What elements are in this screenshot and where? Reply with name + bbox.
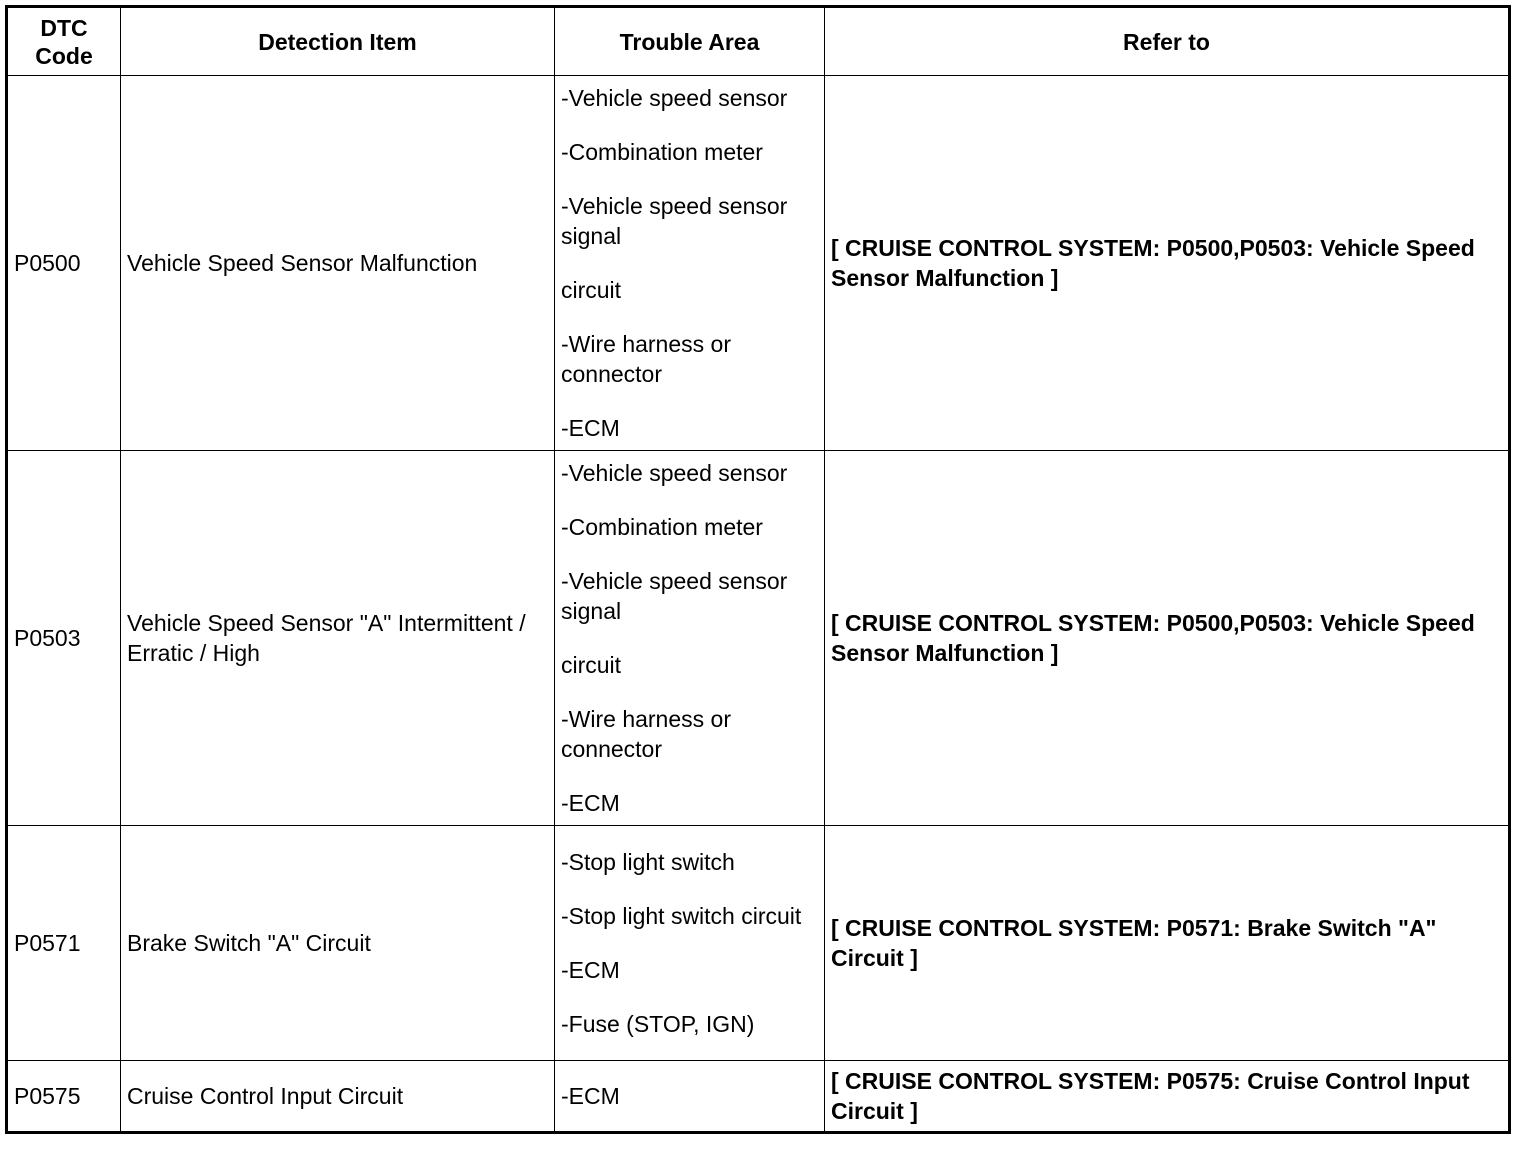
header-detection-item: Detection Item <box>121 7 555 76</box>
trouble-area-line: -Stop light switch <box>561 849 735 875</box>
dtc-code-cell: P0571 <box>7 826 121 1061</box>
dtc-code-cell: P0503 <box>7 451 121 826</box>
refer-to-link[interactable]: [ CRUISE CONTROL SYSTEM: P0571: Brake Switch "A" Circuit ] <box>825 826 1510 1061</box>
dtc-code-cell: P0575 <box>7 1061 121 1133</box>
trouble-area-line: -Vehicle speed sensor <box>561 460 788 486</box>
table-row <box>7 1061 1510 1133</box>
detection-item-cell: Brake Switch "A" Circuit <box>121 826 555 1061</box>
header-dtc-code-line-1: DTC <box>40 14 88 41</box>
trouble-area-cell <box>555 1061 825 1133</box>
trouble-area-line: -Vehicle speed sensor signal <box>561 568 788 624</box>
refer-to-link[interactable]: [ CRUISE CONTROL SYSTEM: P0575: Cruise Control Input Circuit ] <box>825 1061 1510 1133</box>
trouble-area-line: -ECM <box>561 790 620 816</box>
trouble-area-line: -Stop light switch circuit <box>561 903 802 929</box>
trouble-area-line: circuit <box>561 652 622 678</box>
header-dtc-code <box>7 7 121 76</box>
trouble-area-cell <box>555 826 825 1061</box>
header-refer-to: Refer to <box>825 7 1510 76</box>
header-row <box>7 7 1510 76</box>
detection-item-cell: Vehicle Speed Sensor Malfunction <box>121 76 555 451</box>
trouble-area-line: -Combination meter <box>561 514 763 540</box>
detection-item-cell: Vehicle Speed Sensor "A" Intermittent / Erratic / High <box>121 451 555 826</box>
trouble-area-line: -Wire harness or connector <box>561 706 731 762</box>
trouble-area-line: -Fuse (STOP, IGN) <box>561 1011 755 1037</box>
dtc-table <box>5 5 1511 1134</box>
table-row <box>7 826 1510 1061</box>
header-trouble-area: Trouble Area <box>555 7 825 76</box>
header-dtc-code-line-2: Code <box>35 42 93 69</box>
detection-item-cell: Cruise Control Input Circuit <box>121 1061 555 1133</box>
dtc-code-cell: P0500 <box>7 76 121 451</box>
trouble-area-line: -Wire harness or connector <box>561 331 731 387</box>
trouble-area-line: -Combination meter <box>561 139 763 165</box>
table-row <box>7 451 1510 826</box>
trouble-area-line: -ECM <box>561 415 620 441</box>
refer-to-link[interactable]: [ CRUISE CONTROL SYSTEM: P0500,P0503: Vehicle Speed Sensor Malfunction ] <box>825 451 1510 826</box>
refer-to-link[interactable]: [ CRUISE CONTROL SYSTEM: P0500,P0503: Vehicle Speed Sensor Malfunction ] <box>825 76 1510 451</box>
table-row <box>7 76 1510 451</box>
trouble-area-line: -Vehicle speed sensor <box>561 85 788 111</box>
trouble-area-line: -ECM <box>561 1083 620 1109</box>
trouble-area-line: circuit <box>561 277 622 303</box>
trouble-area-cell <box>555 76 825 451</box>
trouble-area-line: -ECM <box>561 957 620 983</box>
trouble-area-line: -Vehicle speed sensor signal <box>561 193 788 249</box>
trouble-area-cell <box>555 451 825 826</box>
